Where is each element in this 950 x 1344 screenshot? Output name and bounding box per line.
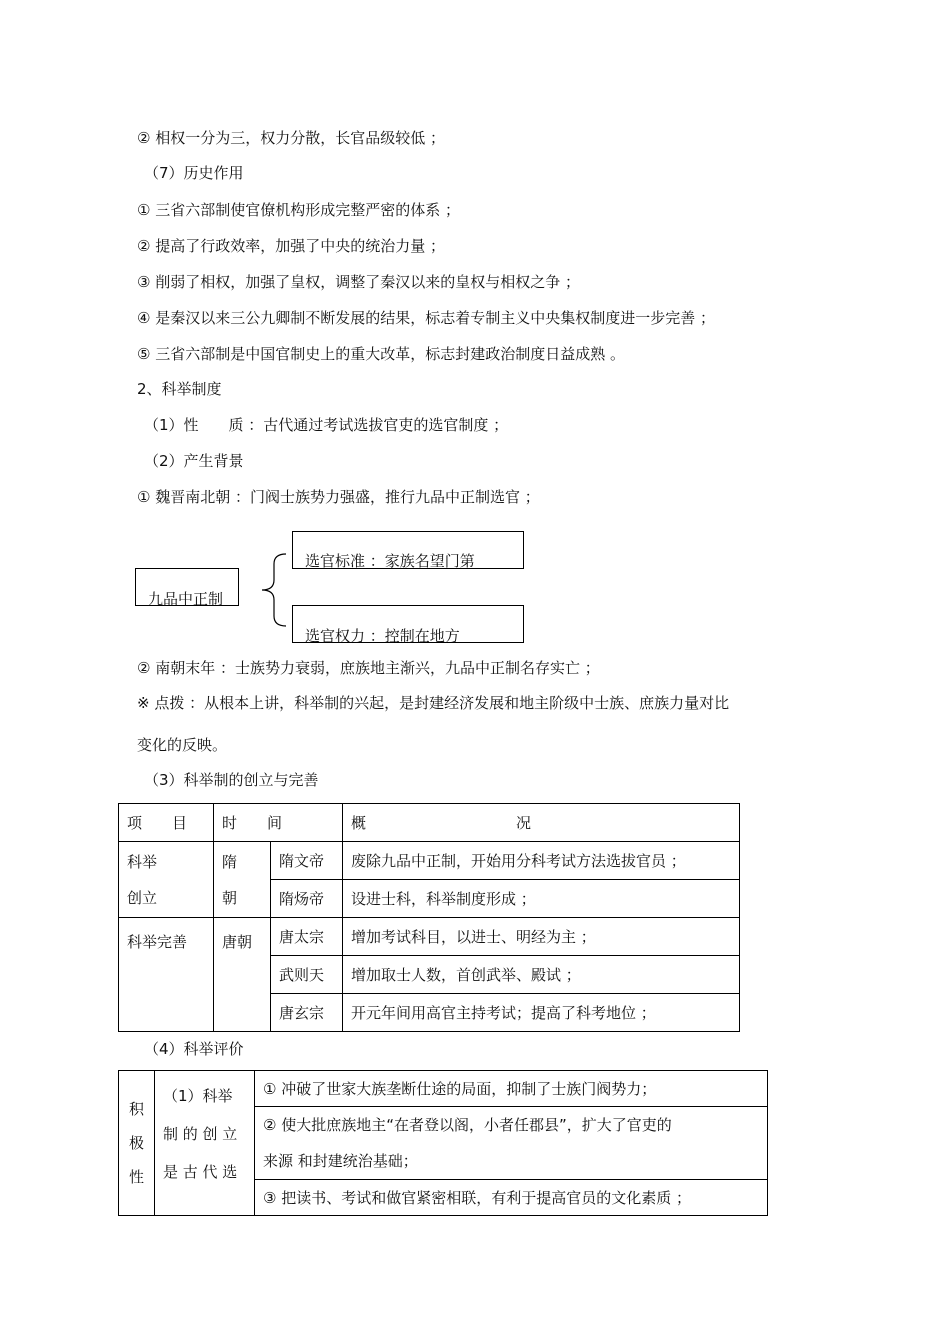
line-7: ⑤ 三省六部制是中国官制史上的重大改革，标志封建政治制度日益成熟 。	[137, 345, 625, 363]
table-cell: 设进士科，科举制度形成 ；	[343, 880, 740, 918]
line-1: ② 相权一分为三，权力分散，长官品级较低 ；	[137, 129, 445, 147]
line-10: （2）产生背景	[144, 452, 244, 470]
subtitle-cell	[155, 1071, 255, 1216]
table-cell: 唐玄宗	[271, 994, 343, 1032]
positive-char-1: 积	[128, 1100, 144, 1118]
table-cell: 隋炀帝	[271, 880, 343, 918]
line-5: ③ 削弱了相权，加强了皇权，调整了秦汉以来的皇权与相权之争 ；	[137, 273, 580, 291]
table-cell: 开元年间用高官主持考试；提高了科考地位 ；	[343, 994, 740, 1032]
table-cell: ① 冲破了世家大族垄断仕途的局面，抑制了士族门阀势力；	[255, 1071, 768, 1107]
line-4: ② 提高了行政效率，加强了中央的统治力量 ；	[137, 237, 445, 255]
create-label: 科举	[127, 852, 158, 871]
tang-cell: 唐朝	[214, 918, 271, 1032]
jiupin-main-label: 九品中正制	[148, 590, 224, 608]
table-cell: 增加考试科目，以进士、明经为主 ；	[343, 918, 740, 956]
line-11: ① 魏晋南北朝 ：门阀士族势力强盛，推行九品中正制选官 ；	[137, 488, 540, 506]
cell-line: 来源 和封建统治基础；	[263, 1152, 418, 1170]
table-cell: 废除九品中正制，开始用分科考试方法选拔官员 ；	[343, 842, 740, 880]
table-cell: 唐太宗	[271, 918, 343, 956]
brace-icon	[258, 552, 288, 628]
create-label-2: 创立	[127, 888, 158, 907]
cell-line: ② 使大批庶族地主“在者登以阁，小者任郡县”，扩大了官吏的	[263, 1116, 672, 1134]
line-12: ② 南朝末年 ：士族势力衰弱，庶族地主渐兴，九品中正制名存实亡 ；	[137, 659, 600, 677]
sui-cell	[214, 842, 271, 918]
positive-label-cell	[119, 1071, 155, 1216]
table-cell	[255, 1107, 768, 1180]
power-box	[292, 605, 524, 643]
table-cell: 武则天	[271, 956, 343, 994]
keju-table	[118, 803, 740, 1032]
criteria-box	[292, 531, 524, 569]
sui-label: 隋	[222, 852, 238, 871]
tip-line: ※ 点拨 ：从根本上讲，科举制的兴起，是封建经济发展和地主阶级中士族、庶族力量对比	[137, 694, 730, 712]
line-3: ① 三省六部制使官僚机构形成完整严密的体系 ；	[137, 201, 460, 219]
sui-label-2: 朝	[222, 888, 238, 907]
create-label-cell	[119, 842, 214, 918]
header-time: 时 间	[214, 804, 343, 842]
criteria-label: 选官标准 ：家族名望门第	[305, 552, 475, 570]
perfect-label-cell: 科举完善	[119, 918, 214, 1032]
table-cell: ③ 把读书、考试和做官紧密相联，有利于提高官员的文化素质 ；	[255, 1180, 768, 1216]
subtitle-2: 制 的 创 立	[163, 1125, 238, 1143]
section-heading-keju: 2、科举制度	[137, 380, 222, 398]
line-6: ④ 是秦汉以来三公九卿制不断发展的结果，标志着专制主义中央集权制度进一步完善 ；	[137, 309, 715, 327]
line-15: （3）科举制的创立与完善	[144, 771, 319, 789]
tip-line-cont: 变化的反映。	[137, 736, 228, 754]
line-9: （1）性 质 ：古代通过考试选拔官吏的选官制度 ；	[144, 416, 509, 434]
header-overview: 概 况	[343, 804, 740, 842]
power-label: 选官权力 ：控制在地方	[305, 627, 460, 645]
subtitle-3: 是 古 代 选	[163, 1163, 238, 1181]
positive-char-3: 性	[128, 1168, 144, 1186]
subtitle-1: （1）科举	[163, 1087, 233, 1105]
line-16: （4）科举评价	[144, 1040, 244, 1058]
table-cell: 隋文帝	[271, 842, 343, 880]
header-item: 项 目	[119, 804, 214, 842]
evaluation-table	[118, 1070, 768, 1216]
jiupin-main-box	[135, 568, 239, 606]
positive-char-2: 极	[128, 1134, 144, 1152]
line-2: （7）历史作用	[144, 164, 244, 182]
table-cell: 增加取士人数，首创武举、殿试 ；	[343, 956, 740, 994]
